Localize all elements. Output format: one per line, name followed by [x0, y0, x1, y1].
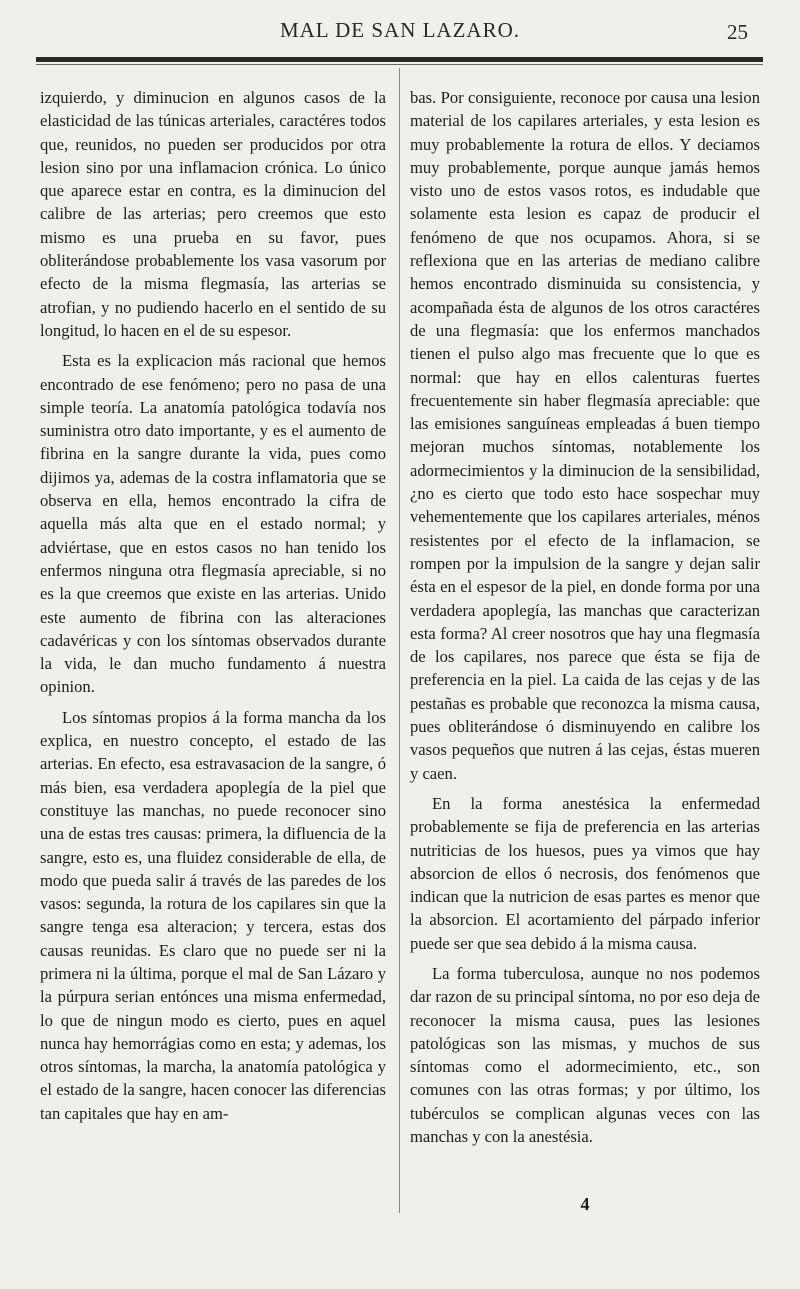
paragraph: En la forma anestésica la enfermedad probablemente se fija de preferencia en las arterias nutriticias de los huesos, pues ya vimos que hay absorcion de ellos ó necrosis, dos fenómenos que indican que la nutricion de esas partes es menor que la absorcion. El acortamiento del párpado inferior puede ser que sea debido á la misma causa.	[410, 793, 760, 953]
header-rule	[36, 57, 763, 62]
page-number: 25	[727, 20, 748, 44]
page-header	[0, 18, 800, 48]
column-divider	[399, 68, 400, 1213]
paragraph: Los síntomas propios á la forma mancha da los explica, en nuestro concepto, el estado de las arterias. En efecto, esa estravasacion de la sangre, ó más bien, esa verdadera apoplegía de la piel que constituye las manchas, no puede reconocer sino una de estas tres causas: primera, la difluencia de la sangre, esto es, una fluidez considerable de ella, de modo que pueda salir á través de las paredes de los vasos: segunda, la rotura de los capilares sin que la sangre tenga esa alteracion; y tercera, estas dos causas reunidas. Es claro que no puede ser ni la primera ni la última, porque el mal de San Lázaro y la púrpura serian entónces una misma enfermedad, lo que de ningun modo es cierto, pues en aquel nunca hay hemorrágias como en esta; y ademas, los otros síntomas, la marcha, la anatomía patológica y el estado de la sangre, hacen conocer las diferencias tan capitales que hay en am-	[40, 707, 386, 1123]
right-column	[410, 86, 760, 1155]
left-column	[40, 86, 386, 1132]
header-rule-thin	[36, 64, 763, 65]
signature-mark: 4	[580, 1194, 590, 1214]
paragraph: bas. Por consiguiente, reconoce por causa una lesion material de los capilares arteriales, y esta lesion es muy probablemente la rotura de ellos. Y deciamos muy probablemente, porque aunque jamás hemos visto uno de estos vasos rotos, es indudable que solamente esta lesion es capaz de producir el fenómeno de que nos ocupamos. Ahora, si se reflexiona que en las arterias de mediano calibre hemos encontrado disminuida su consistencia, y acompañada ésta de algunos de los otros caractéres de una flegmasía: que los enfermos manchados tienen el pulso algo mas frecuente que lo que es normal: que hay en ellos calenturas fuertes frecuentemente sin haber flegmasía apreciable: que las emisiones sanguíneas empleadas á buen tiempo mejoran muchos síntomas, notablemente los adormecimientos y la diminucion de la sensibilidad, ¿no es cierto que todo esto hace sospechar muy vehementemente que los capilares arteriales, ménos resistentes por el efecto de la inflamacion, se rompen por la impulsion de la sangre y dejan salir ésta en el espesor de la piel, en donde forma por una verdadera apoplegía, las manchas que caracterizan esta forma? Al creer nosotros que hay una flegmasía de los capilares, nos parece que ésta se fija de preferencia en la piel. La caida de las cejas y de las pestañas es probable que reconozca la misma causa, pues obliterándose ó disminuyendo en calibre los vasos pequeños que nutren á las cejas, éstas mueren y caen.	[410, 88, 760, 783]
paragraph: La forma tuberculosa, aunque no nos podemos dar razon de su principal síntoma, no por eso deja de reconocer la misma causa, pues las lesiones patológicas son las mismas, y muchos de sus síntomas como el adormecimiento, etc., son comunes con las otras formas; y por último, los tubérculos se complican algunas veces con las manchas y con la anestésia.	[410, 963, 760, 1147]
paragraph: izquierdo, y diminucion en algunos casos de la elasticidad de las túnicas arteriales, caractéres todos que, reunidos, no pueden ser producidos por otra lesion sino por una inflamacion crónica. Lo único que aparece estar en contra, es la diminucion del calibre de las arterias; pero creemos que esto mismo es una prueba en su favor, pues obliterándose probablemente los vasa vasorum por efecto de la misma flegmasía, las arterias se atrofian, y no pudiendo hacerlo en el sentido de su longitud, lo hacen en el de su espesor.	[40, 88, 386, 340]
running-head: MAL DE SAN LAZARO.	[279, 18, 521, 42]
paragraph: Esta es la explicacion más racional que hemos encontrado de ese fenómeno; pero no pasa de una simple teoría. La anatomía patológica todavía nos suministra otro dato importante, y es el aumento de fibrina en la sangre durante la vida, pues como dijimos ya, ademas de la costra inflamatoria que se observa en ella, hemos encontrado la cifra de aquella más alta que en el estado normal; y adviértase, que en estos casos no han tenido los enfermos ninguna otra flegmasía apreciable, si no es la que creemos que existe en las arterias. Unido este aumento de fibrina con las alteraciones cadavéricas y con los síntomas observados durante la vida, le dan mucho fundamento á nuestra opinion.	[40, 351, 386, 697]
